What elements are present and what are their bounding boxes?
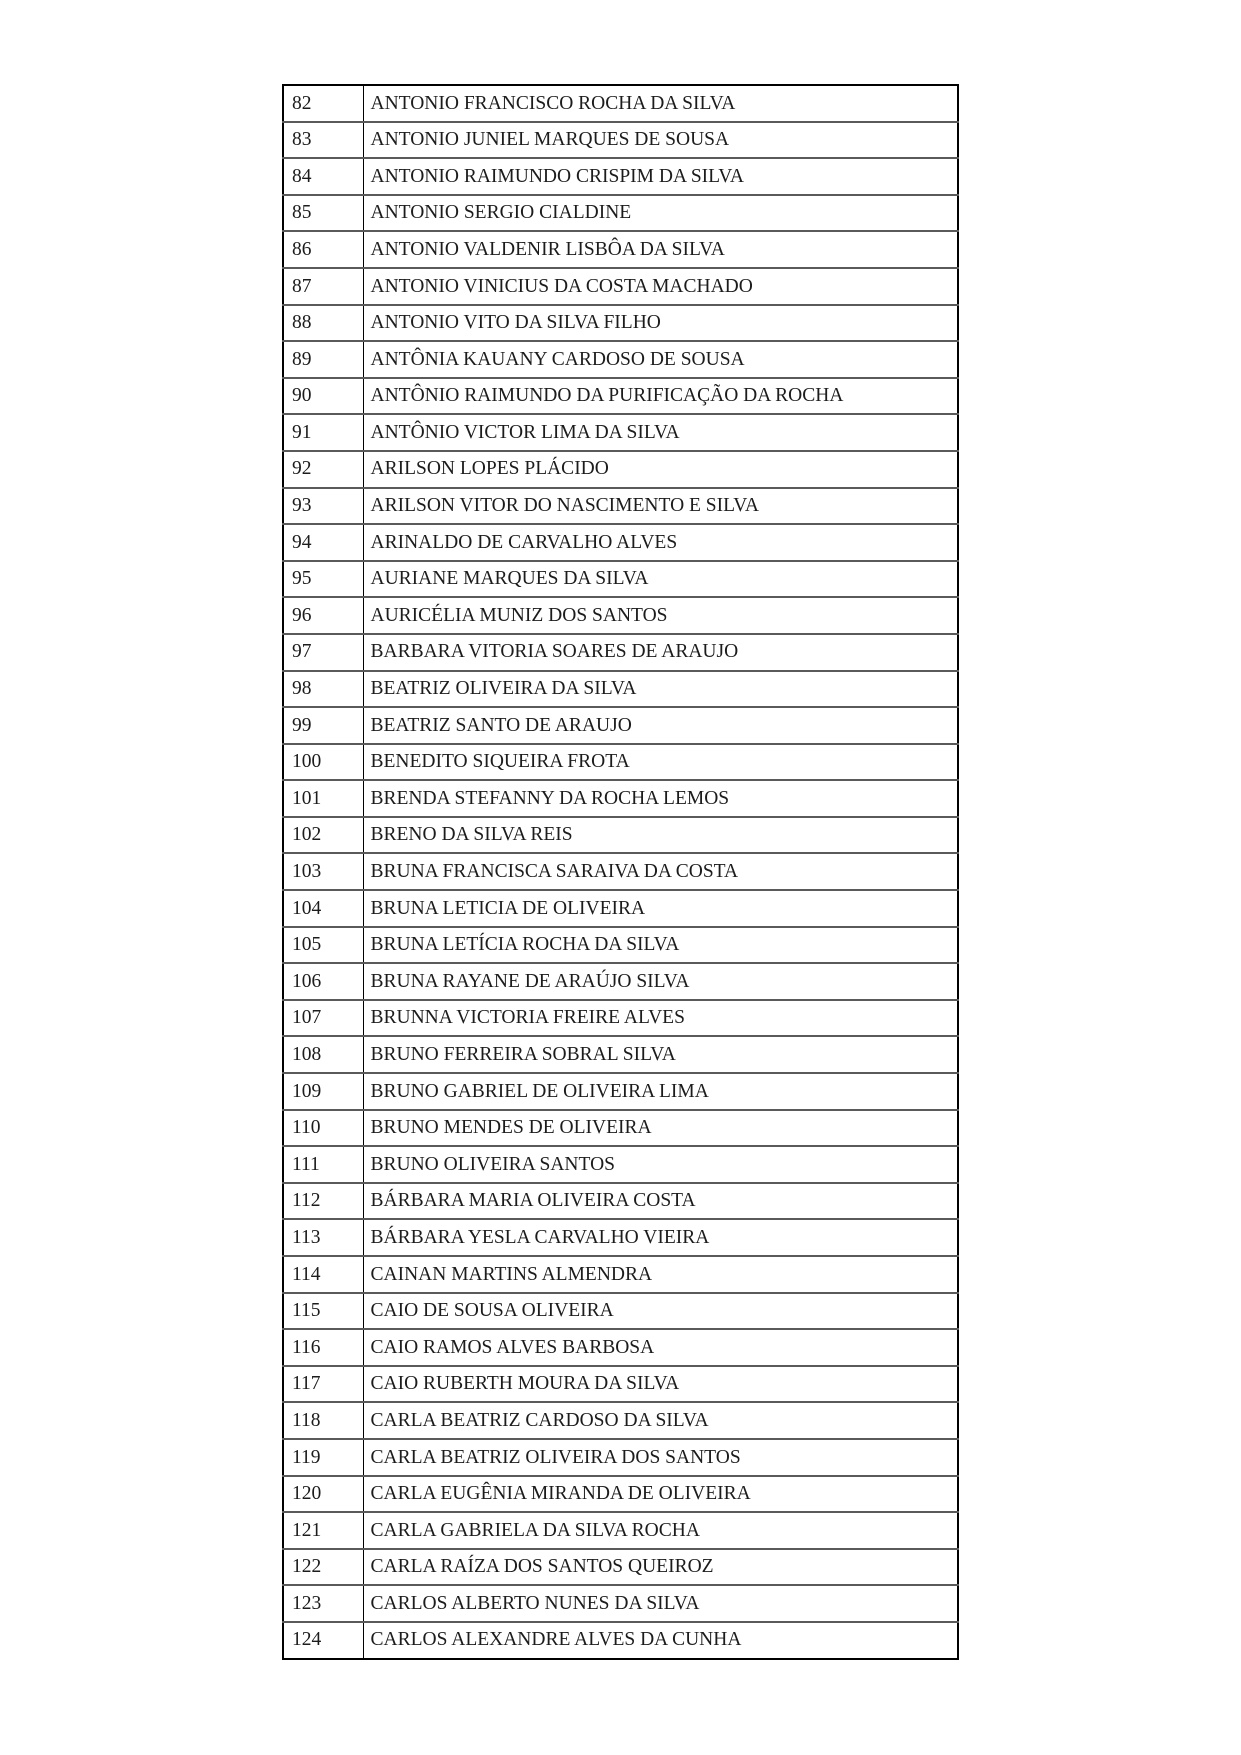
row-name-cell: ANTONIO JUNIEL MARQUES DE SOUSA [363,122,958,159]
row-number-cell: 85 [283,195,363,232]
row-number-cell: 99 [283,707,363,744]
table-row [283,1219,958,1256]
row-name-cell: CARLA GABRIELA DA SILVA ROCHA [363,1512,958,1549]
table-row [283,1402,958,1439]
row-number-cell: 122 [283,1549,363,1586]
table-row [283,451,958,488]
row-name-cell: BEATRIZ OLIVEIRA DA SILVA [363,671,958,708]
row-name-cell: BRUNA RAYANE DE ARAÚJO SILVA [363,963,958,1000]
row-number-cell: 106 [283,963,363,1000]
row-name-cell: BRUNO GABRIEL DE OLIVEIRA LIMA [363,1073,958,1110]
row-number-cell: 115 [283,1293,363,1330]
table-row [283,890,958,927]
table-row [283,488,958,525]
row-name-cell: BARBARA VITORIA SOARES DE ARAUJO [363,634,958,671]
row-number-cell: 82 [283,85,363,122]
row-name-cell: ARILSON LOPES PLÁCIDO [363,451,958,488]
table-row [283,744,958,781]
row-number-cell: 89 [283,341,363,378]
row-number-cell: 119 [283,1439,363,1476]
table-row [283,1146,958,1183]
table-row [283,341,958,378]
table-row [283,1293,958,1330]
row-name-cell: ANTONIO RAIMUNDO CRISPIM DA SILVA [363,158,958,195]
row-number-cell: 93 [283,488,363,525]
row-number-cell: 108 [283,1036,363,1073]
roster-table-body [283,85,958,1659]
row-number-cell: 83 [283,122,363,159]
table-row [283,1622,958,1659]
roster-table [282,84,959,1660]
row-name-cell: CARLOS ALEXANDRE ALVES DA CUNHA [363,1622,958,1659]
row-number-cell: 109 [283,1073,363,1110]
row-number-cell: 101 [283,780,363,817]
row-number-cell: 114 [283,1256,363,1293]
table-row [283,853,958,890]
row-number-cell: 117 [283,1366,363,1403]
row-number-cell: 94 [283,524,363,561]
row-number-cell: 111 [283,1146,363,1183]
table-row [283,414,958,451]
row-number-cell: 120 [283,1476,363,1513]
table-row [283,524,958,561]
row-number-cell: 92 [283,451,363,488]
table-row [283,1585,958,1622]
row-name-cell: AURICÉLIA MUNIZ DOS SANTOS [363,597,958,634]
row-number-cell: 98 [283,671,363,708]
row-name-cell: BRUNA FRANCISCA SARAIVA DA COSTA [363,853,958,890]
row-number-cell: 100 [283,744,363,781]
row-number-cell: 103 [283,853,363,890]
table-row [283,268,958,305]
table-row [283,597,958,634]
table-row [283,1476,958,1513]
table-row [283,671,958,708]
row-name-cell: ANTONIO VITO DA SILVA FILHO [363,305,958,342]
table-row [283,963,958,1000]
table-row [283,195,958,232]
table-row [283,1549,958,1586]
table-row [283,1256,958,1293]
table-row [283,780,958,817]
row-name-cell: ANTONIO VALDENIR LISBÔA DA SILVA [363,231,958,268]
row-name-cell: ANTONIO VINICIUS DA COSTA MACHADO [363,268,958,305]
row-name-cell: ANTÔNIA KAUANY CARDOSO DE SOUSA [363,341,958,378]
row-number-cell: 91 [283,414,363,451]
table-row [283,1073,958,1110]
row-name-cell: CAIO RUBERTH MOURA DA SILVA [363,1366,958,1403]
row-name-cell: CAINAN MARTINS ALMENDRA [363,1256,958,1293]
row-name-cell: CARLOS ALBERTO NUNES DA SILVA [363,1585,958,1622]
row-number-cell: 112 [283,1183,363,1220]
row-name-cell: BRUNA LETÍCIA ROCHA DA SILVA [363,927,958,964]
table-row [283,305,958,342]
row-name-cell: BRUNO MENDES DE OLIVEIRA [363,1110,958,1147]
table-row [283,1110,958,1147]
table-row [283,817,958,854]
row-name-cell: ANTÔNIO VICTOR LIMA DA SILVA [363,414,958,451]
table-row [283,231,958,268]
row-name-cell: BRUNO FERREIRA SOBRAL SILVA [363,1036,958,1073]
row-number-cell: 121 [283,1512,363,1549]
row-number-cell: 107 [283,1000,363,1037]
table-row [283,85,958,122]
row-name-cell: ARILSON VITOR DO NASCIMENTO E SILVA [363,488,958,525]
row-number-cell: 84 [283,158,363,195]
row-name-cell: ANTONIO FRANCISCO ROCHA DA SILVA [363,85,958,122]
row-name-cell: BRENO DA SILVA REIS [363,817,958,854]
row-name-cell: AURIANE MARQUES DA SILVA [363,561,958,598]
table-row [283,634,958,671]
row-number-cell: 90 [283,378,363,415]
row-number-cell: 97 [283,634,363,671]
table-row [283,1366,958,1403]
table-row [283,122,958,159]
row-number-cell: 87 [283,268,363,305]
table-row [283,378,958,415]
row-name-cell: CARLA EUGÊNIA MIRANDA DE OLIVEIRA [363,1476,958,1513]
row-number-cell: 118 [283,1402,363,1439]
table-row [283,1329,958,1366]
row-name-cell: ANTÔNIO RAIMUNDO DA PURIFICAÇÃO DA ROCHA [363,378,958,415]
row-number-cell: 113 [283,1219,363,1256]
row-name-cell: BRUNA LETICIA DE OLIVEIRA [363,890,958,927]
table-row [283,1183,958,1220]
row-name-cell: CARLA RAÍZA DOS SANTOS QUEIROZ [363,1549,958,1586]
row-name-cell: ANTONIO SERGIO CIALDINE [363,195,958,232]
row-name-cell: ARINALDO DE CARVALHO ALVES [363,524,958,561]
table-row [283,1439,958,1476]
row-name-cell: CAIO RAMOS ALVES BARBOSA [363,1329,958,1366]
row-name-cell: BÁRBARA MARIA OLIVEIRA COSTA [363,1183,958,1220]
row-number-cell: 96 [283,597,363,634]
row-name-cell: CAIO DE SOUSA OLIVEIRA [363,1293,958,1330]
row-name-cell: CARLA BEATRIZ CARDOSO DA SILVA [363,1402,958,1439]
table-row [283,158,958,195]
row-number-cell: 95 [283,561,363,598]
table-row [283,1036,958,1073]
row-name-cell: BRUNNA VICTORIA FREIRE ALVES [363,1000,958,1037]
table-row [283,561,958,598]
row-name-cell: BENEDITO SIQUEIRA FROTA [363,744,958,781]
row-name-cell: CARLA BEATRIZ OLIVEIRA DOS SANTOS [363,1439,958,1476]
row-number-cell: 116 [283,1329,363,1366]
table-row [283,927,958,964]
row-number-cell: 110 [283,1110,363,1147]
table-row [283,1512,958,1549]
row-name-cell: BRUNO OLIVEIRA SANTOS [363,1146,958,1183]
row-name-cell: BÁRBARA YESLA CARVALHO VIEIRA [363,1219,958,1256]
row-name-cell: BRENDA STEFANNY DA ROCHA LEMOS [363,780,958,817]
row-number-cell: 86 [283,231,363,268]
row-number-cell: 102 [283,817,363,854]
row-name-cell: BEATRIZ SANTO DE ARAUJO [363,707,958,744]
row-number-cell: 88 [283,305,363,342]
row-number-cell: 124 [283,1622,363,1659]
row-number-cell: 105 [283,927,363,964]
table-row [283,707,958,744]
row-number-cell: 104 [283,890,363,927]
row-number-cell: 123 [283,1585,363,1622]
table-row [283,1000,958,1037]
